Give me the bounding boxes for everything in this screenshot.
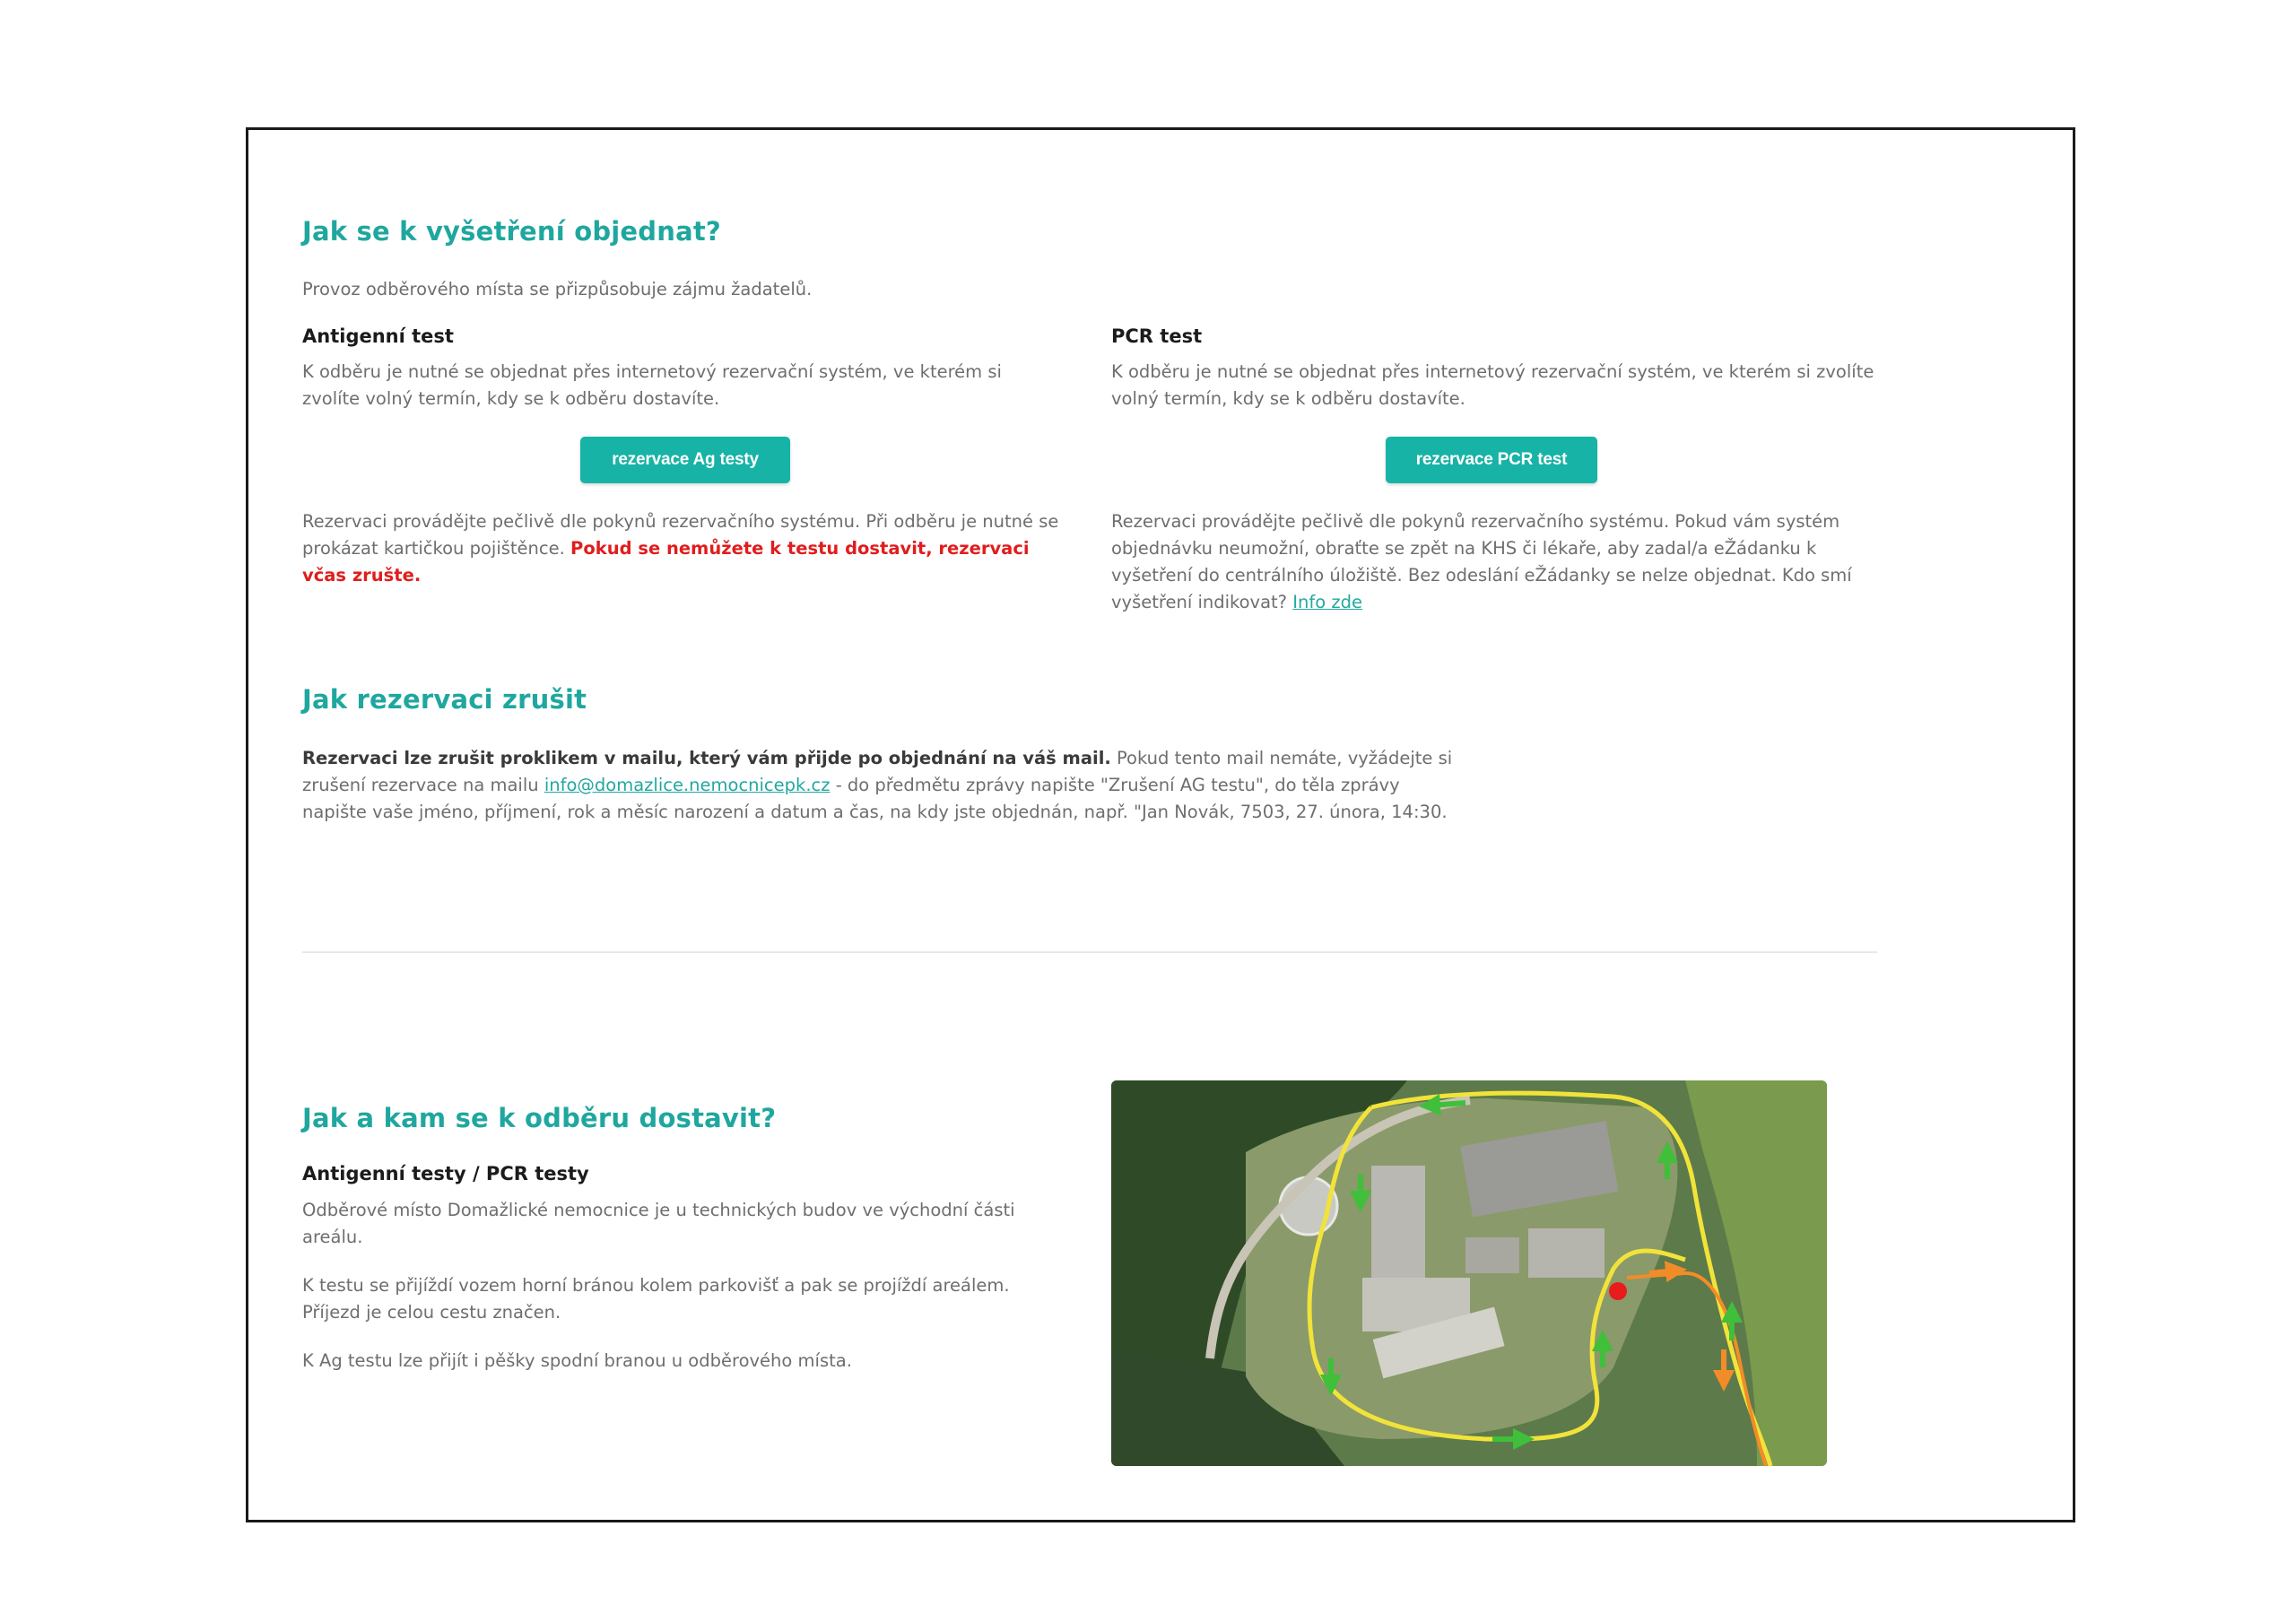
- walk-arrow-1: [1649, 1271, 1676, 1273]
- antigen-description: K odběru je nutné se objednat přes internetový rezervační systém, ve kterém si zvolíte volný termín, kdy se k odběru dostavíte.: [302, 361, 1002, 409]
- cancel-bold-text: Rezervaci lze zrušit proklikem v mailu, který vám přijde po objednání na váš mail.: [302, 748, 1111, 768]
- antigen-cancel-warning: Pokud se nemůžete k testu dostavit, rezervaci včas zrušte.: [302, 538, 1030, 585]
- arrive-paragraph-1: Odběrové místo Domažlické nemocnice je u technických budov ve východní části areálu.: [302, 1200, 1015, 1247]
- aerial-map-image: [1111, 1080, 1827, 1466]
- cancel-text: [302, 745, 1459, 826]
- antigen-note-text: Rezervaci provádějte pečlivě dle pokynů rezervačního systému. Při odběru je nutné se prokázat kartičkou pojištěnce.: [302, 511, 1059, 559]
- pcr-note: [1111, 508, 1883, 616]
- antigen-note: [302, 508, 1065, 589]
- cancel-text-1: Pokud tento mail nemáte, vyžádejte si zrušení rezervace na mailu: [302, 748, 1453, 795]
- section-title-order: Jak se k vyšetření objednat?: [302, 216, 721, 247]
- cancel-email-link[interactable]: info@domazlice.nemocnicepk.cz: [544, 775, 831, 795]
- reserve-antigen-button[interactable]: rezervace Ag testy: [580, 437, 790, 483]
- pcr-subtitle: PCR test: [1111, 325, 1203, 347]
- pcr-description: K odběru je nutné se objednat přes internetový rezervační systém, ve kterém si zvolíte volný termín, kdy se k odběru dostavíte.: [1111, 361, 1874, 409]
- route-arrow-1: [1430, 1103, 1465, 1106]
- pcr-note-text: Rezervaci provádějte pečlivě dle pokynů rezervačního systému. Pokud vám systém objednávku neumožní, obraťte se zpět na KHS či lékaře, aby zadal/a eŽádanku k vyšetření do centrálního úložiště. Bez odeslání eŽádanky se nelze objednat. Kdo smí vyšetření indikovat?: [1111, 511, 1852, 612]
- arrive-paragraph-2: K testu se přijíždí vozem horní bránou kolem parkovišť a pak se projíždí areálem. Příjezd je celou cestu značen.: [302, 1275, 1010, 1323]
- intro-text: Provoz odběrového místa se přizpůsobuje zájmu žadatelů.: [302, 279, 813, 299]
- arrive-subtitle: Antigenní testy / PCR testy: [302, 1163, 589, 1184]
- cancel-text-2: - do předmětu zprávy napište "Zrušení AG testu", do těla zprávy napište vaše jméno, příjmení, rok a měsíc narození a datum a čas, na kdy jste objednán, např. "Jan Novák, 7503, 27. února, 14:30.: [302, 775, 1448, 822]
- content-frame: [246, 127, 2075, 1522]
- sampling-point-marker: [1609, 1282, 1627, 1300]
- arrive-paragraph-3: K Ag testu lze přijít i pěšky spodní branou u odběrového místa.: [302, 1350, 852, 1371]
- info-link[interactable]: Info zde: [1292, 592, 1362, 612]
- section-title-arrive: Jak a kam se k odběru dostavit?: [302, 1103, 777, 1133]
- hospital-aerial-map: [1111, 1080, 1827, 1466]
- antigen-subtitle: Antigenní test: [302, 325, 454, 347]
- reserve-pcr-button[interactable]: rezervace PCR test: [1386, 437, 1597, 483]
- annex-building: [1465, 1237, 1519, 1273]
- section-title-cancel: Jak rezervaci zrušit: [302, 684, 587, 715]
- technical-building: [1528, 1228, 1605, 1278]
- section-divider: [302, 951, 1877, 953]
